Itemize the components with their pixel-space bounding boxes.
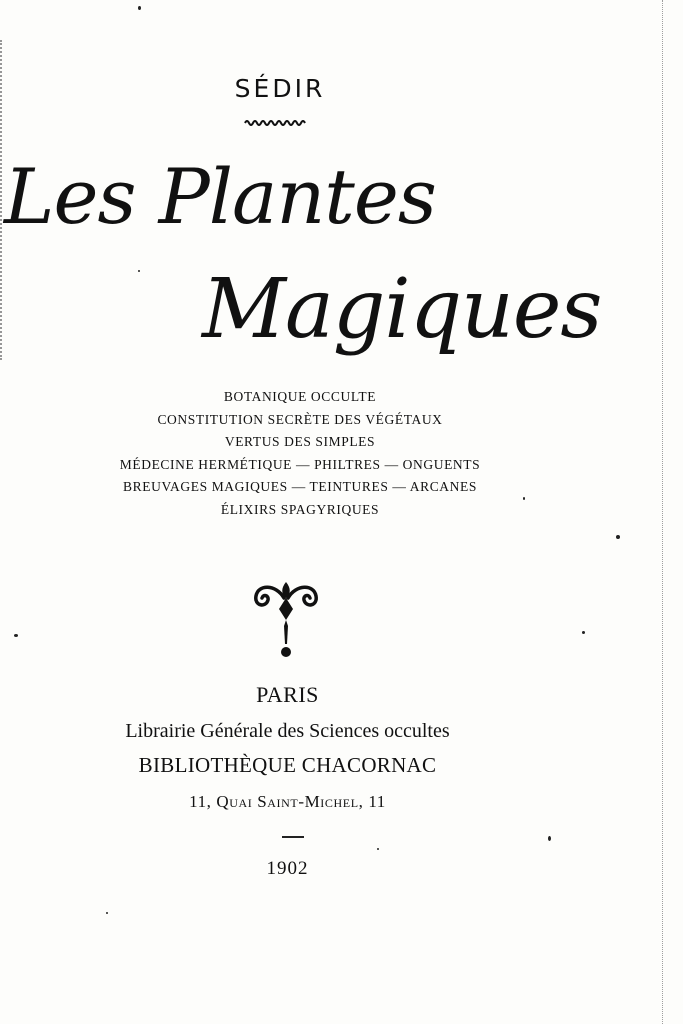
scan-speck: [582, 631, 585, 634]
title-line-2: Magiques: [202, 262, 602, 357]
fleuron-icon: [250, 578, 322, 660]
scan-speck: [616, 535, 620, 539]
subject-list: [40, 386, 560, 521]
scan-speck: [106, 912, 108, 914]
scan-speck: [138, 270, 140, 272]
scan-speck: [523, 497, 525, 500]
subject-line: CONSTITUTION SECRÈTE DES VÉGÉTAUX: [157, 411, 443, 427]
wavy-rule-icon: [244, 118, 306, 128]
title-line-1: Les Plantes: [4, 152, 436, 241]
subject-line: MÉDECINE HERMÉTIQUE — PHILTRES — ONGUENTS: [119, 456, 481, 472]
subject-line: BREUVAGES MAGIQUES — TEINTURES — ARCANES: [123, 479, 477, 494]
subject-line: ÉLIXIRS SPAGYRIQUES: [220, 501, 380, 517]
subject-line: VERTUS DES SIMPLES: [224, 434, 376, 449]
scan-speck: [138, 6, 141, 10]
separator-rule: [282, 836, 304, 838]
scan-speck: [377, 848, 379, 850]
scan-edge-right: [660, 0, 663, 1024]
publisher-address: 11, Quai Saint-Michel, 11: [189, 792, 386, 811]
author-name: SÉDIR: [234, 74, 326, 103]
publication-year: 1902: [266, 858, 309, 879]
scan-speck: [548, 836, 551, 841]
publisher-name: Librairie Générale des Sciences occultes: [125, 720, 450, 742]
subject-line: BOTANIQUE OCCULTE: [223, 389, 377, 404]
publisher-city: PARIS: [256, 682, 319, 707]
scan-speck: [14, 634, 18, 637]
publisher-imprint: BIBLIOTHÈQUE CHACORNAC: [138, 753, 437, 777]
